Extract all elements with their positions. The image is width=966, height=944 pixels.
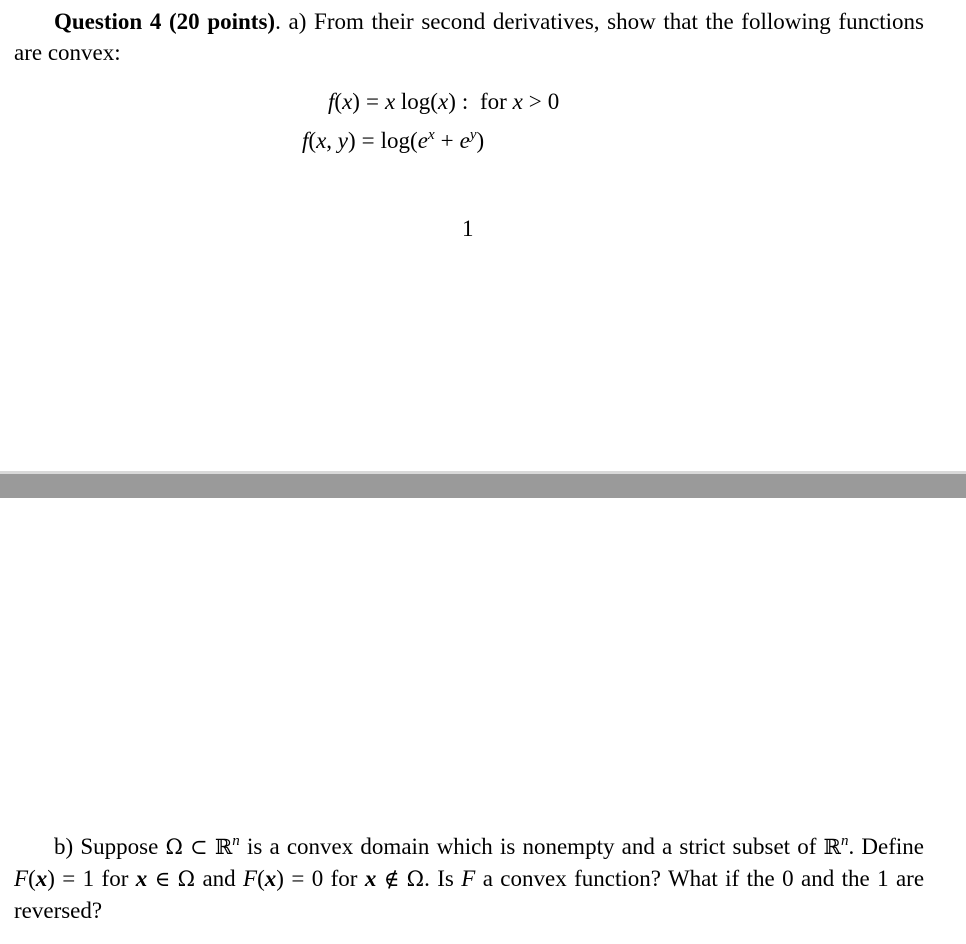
equation-2: f(x, $y) = \log(e^x + e^y)$ [302,127,485,153]
part-b-paragraph: b) Suppose Ω ⊂ ℝ$^n$ is a convex domain which is nonempty and a strict subset of ℝ$^n$. Define F(x) = 1 for x ∈ Ω and F(x) = 0 for x ∉ Ω. Is F a convex function? What if the 0 and the 1 are reversed? [14,833,925,923]
heading-period: . [275,9,281,34]
pdf-page-2 [0,498,966,944]
page-separator [0,471,966,498]
part-a-intro: a) From their second derivatives, show that the following functions are convex: [14,9,925,65]
pdf-page-1 [0,0,966,471]
equation-1: f(x) = x log(x) : for x > 0 [328,89,560,114]
question-heading: Question 4 (20 points) [54,9,276,34]
part-a-paragraph [14,6,924,68]
page-number: 1 [462,216,474,241]
